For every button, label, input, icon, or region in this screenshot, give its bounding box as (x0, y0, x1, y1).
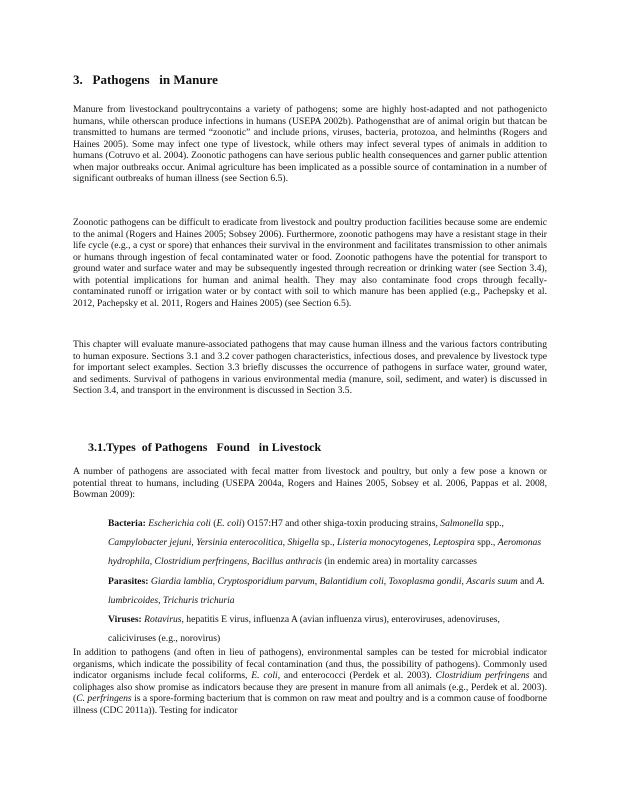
pathogen-group-label: Bacteria: (108, 518, 146, 529)
species-name: Ascaris suum (466, 576, 518, 587)
text-segment: , (461, 576, 467, 587)
text-segment: , hepatitis E virus, influenza A (avian influenza virus), enteroviruses, adenoviruses, caliciviruses (e.g., norovirus) (108, 614, 500, 644)
species-name: A. lumbricoides (108, 576, 545, 606)
species-name: C. perfringens (76, 693, 132, 704)
pathogen-group-list (108, 518, 541, 567)
pathogen-group-bacteria (108, 514, 548, 571)
text-segment: and coliphages also show promise as indicators because they are present in manure from all animals (e.g., Perdek et al. 2003). ( (73, 670, 548, 704)
text-segment: ) O157:H7 and other shiga-toxin producing strains, (241, 518, 441, 529)
pathogen-group-list (108, 614, 500, 644)
section-heading: 3. Pathogens in Manure (73, 72, 218, 87)
pathogen-group-label: Parasites: (108, 576, 149, 587)
text-segment: , (247, 556, 252, 567)
text-segment: , (383, 576, 389, 587)
text-segment: , (314, 576, 320, 587)
text-segment: spp., (474, 537, 498, 548)
paragraph-indicator-organisms (73, 647, 547, 716)
paragraph-intro: Manure from livestockand poultrycontains a variety of pathogens; some are highly host-adapted and not pathogenicto humans, while otherscan produce infections in humans (USEPA 2002b). Pathogensthat are of animal origin but thatcan be transmitted to humans are termed “zoonotic” and include prions, viruses, bacteria, protozoa, and helminths (Rogers and Haines 2005). Some may infect one type of livestock, while others may infect several types of animals in addition to humans (Cotruvo et al. 2004). Zoonotic pathogens can have serious public health consequences and garner public attention when major outbreaks occur. Animal agriculture has been implicated as a possible source of contamination in a number of significant outbreaks of human illness (see Section 6.5). (73, 104, 547, 184)
species-name: Yersinia enterocolitica (196, 537, 283, 548)
species-name: Giardia lamblia (148, 576, 213, 587)
species-name: Cryptosporidium parvum (217, 576, 315, 587)
text-segment: sp., (318, 537, 338, 548)
text-segment: , (191, 537, 197, 548)
text-segment: In addition to pathogens (and often in lieu of pathogens), environmental samples can be tested for microbial indicator organisms, which indicate the possibility of fecal contamination (and thus, the possibility of pathogens). Commonly used indicator organisms include fecal coliforms, (73, 647, 547, 681)
text-segment: , and enterococci (Perdek et al. 2003). (277, 670, 436, 681)
species-name: Trichuris trichuria (162, 595, 235, 606)
species-name: Salmonella (440, 518, 484, 529)
text-segment: , (158, 595, 163, 606)
paragraph-chapter-overview: This chapter will evaluate manure-associated pathogens that may cause human illness and the various factors contributing to human exposure. Sections 3.1 and 3.2 cover pathogen characteristics, infectious doses, and prevalence by livestock type for important select examples. Section 3.3 briefly discusses the occurrence of pathogens in surface water, ground water, and sediments. Survival of pathogens in various environmental media (manure, soil, sediment, and water) is discussed in Section 3.4, and transport in the environment is discussed in Section 3.5. (73, 339, 547, 396)
species-name: E. coli (251, 670, 278, 681)
species-name: Clostridium perfringens (435, 670, 530, 681)
paragraph-zoonotic: Zoonotic pathogens can be difficult to eradicate from livestock and poultry production facilities because some are endemic to the animal (Rogers and Haines 2005; Sobsey 2006). Furthermore, zoonotic pathogens may have a resistant stage in their life cycle (e.g., a cyst or spore) that enhances their survival in the environment and facilitates transmission to other animals or humans through ingestion of fecal contaminated water or food. Zoonotic pathogens have the potential for transport to ground water and surface water and may be subsequently ingested through recreation or drinking water (see Section 3.4), with potential implications for human and animal health. They may also contaminate food crops through fecally-contaminated runoff or irrigation water or by contact with soil to which manure has been applied (e.g., Pachepsky et al. 2012, Pachepsky et al. 2011, Rogers and Haines 2005) (see Section 6.5). (73, 217, 547, 309)
text-segment: is a spore-forming bacterium that is common on raw meat and poultry and is a common cause of foodborne illness (CDC 2011a)). Testing for indicator (73, 693, 547, 716)
species-name: Bacillus anthracis (251, 556, 322, 567)
pathogen-group-label: Viruses: (108, 614, 142, 625)
species-name: E. coli (216, 518, 242, 529)
text-segment: (in endemic area) in mortality carcasses (321, 556, 477, 567)
species-name: Shigella (287, 537, 319, 548)
text-segment: , (149, 556, 155, 567)
text-segment: spp., (483, 518, 504, 529)
species-name: Leptospira (433, 537, 475, 548)
text-segment: , (282, 537, 288, 548)
text-segment: , (212, 576, 218, 587)
species-name: Toxoplasma gondii (388, 576, 462, 587)
species-name: Escherichia coli (145, 518, 211, 529)
subsection-heading: 3.1.Types of Pathogens Found in Livestock (88, 440, 322, 454)
text-segment: , (428, 537, 434, 548)
species-name: Clostridium perfringens (154, 556, 248, 567)
species-name: Campylobacter jejuni (108, 537, 192, 548)
species-name: Aeromonas hydrophila (108, 537, 542, 567)
pathogen-group-viruses (108, 610, 548, 648)
species-name: Balantidium coli (319, 576, 384, 587)
text-segment: and (517, 576, 537, 587)
pathogen-group-list (108, 576, 545, 606)
species-name: Rotavirus (141, 614, 182, 625)
text-segment: ( (210, 518, 217, 529)
species-name: Listeria monocytogenes (337, 537, 429, 548)
pathogen-group-parasites (108, 572, 548, 610)
paragraph-pathogen-list-intro: A number of pathogens are associated with fecal matter from livestock and poultry, but only a few pose a known or potential threat to humans, including (USEPA 2004a, Rogers and Haines 2005, Sobsey et al. 2006, Pappas et al. 2008, Bowman 2009): (73, 466, 547, 500)
